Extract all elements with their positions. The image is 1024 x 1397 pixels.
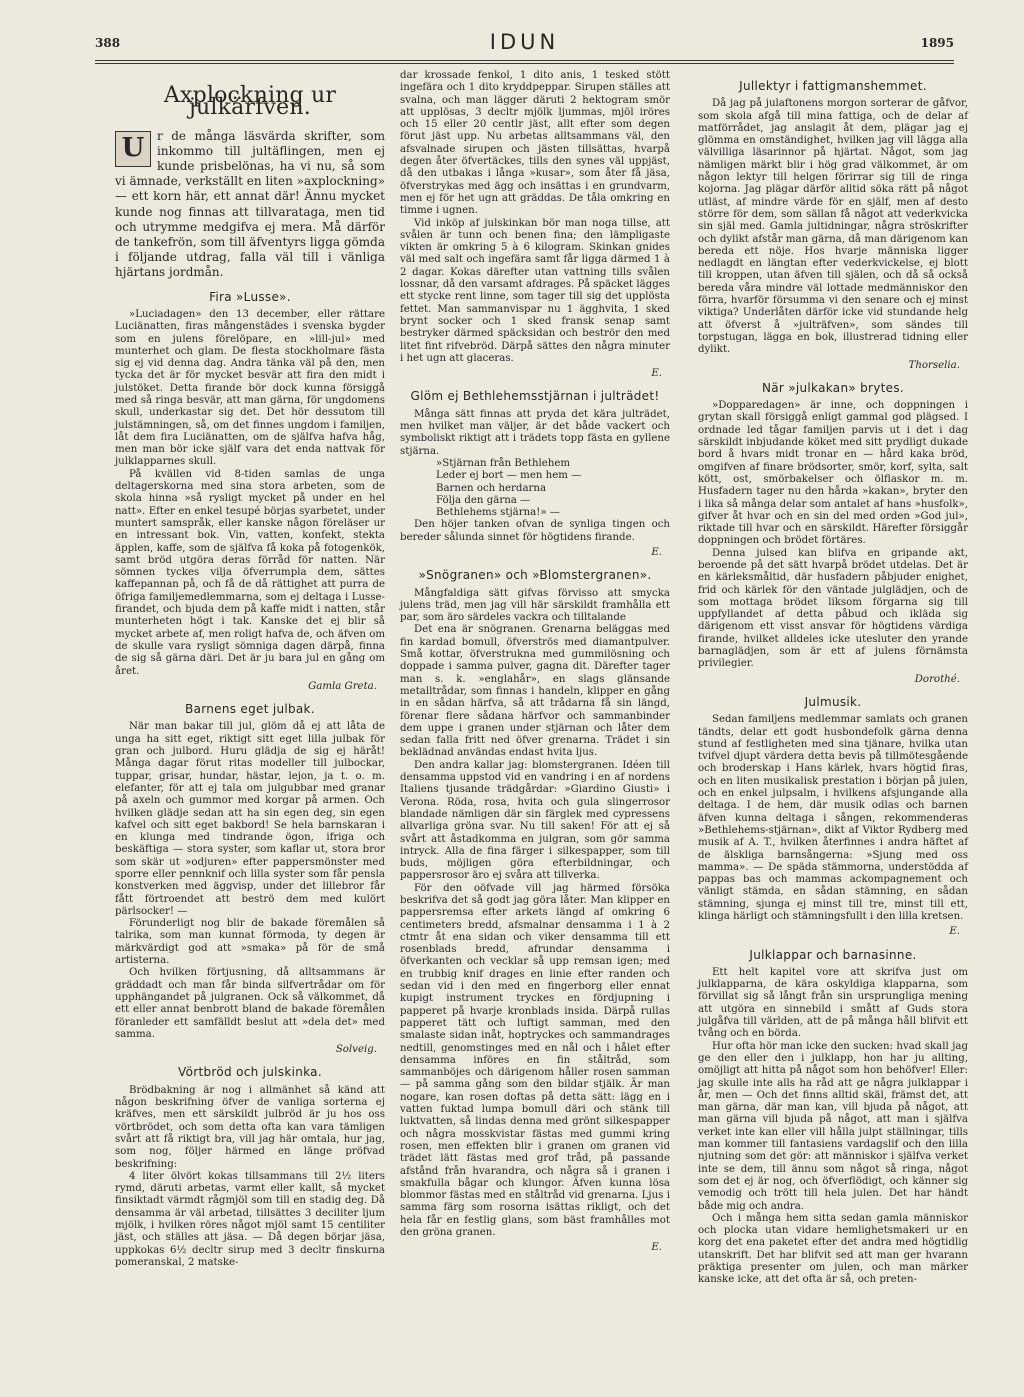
- signature: Solveig.: [335, 1044, 377, 1056]
- signature: E.: [651, 1242, 662, 1254]
- article-title: Axplockning ur julkärfven.: [163, 83, 337, 121]
- section-title-jullektyr: Jullektyr i fattigmanshemmet.: [739, 79, 927, 93]
- page-header: [95, 30, 954, 58]
- column-3: [698, 70, 968, 1287]
- article-intro: [115, 129, 385, 281]
- paragraph: Brödbakning är nog i allmänhet så känd att någon beskrifning öfver de vanliga sorterna ej kräfves, men ett särskildt julbröd är ju hos oss vörtbrödet, och som detta ofta kan vara tämligen svårt att få riktigt bra, vill jag här omtala, hur jag, som nog, följer härmed en länge pröfvad beskrifning:: [115, 1084, 385, 1170]
- verse-line: Leder ej bort — men hem —: [436, 470, 582, 482]
- paragraph: Ett helt kapitel vore att skrifva just om julklapparna, de kära oskyldiga klapparna, som förvillat sig så långt från sin ursprungliga mening att utgöra en sinnebild i smått af Guds stora julgåfva till världen, att de på många håll blifvit ett tvång och en börda.: [698, 966, 968, 1040]
- section-title-snogranen: »Snögranen» och »Blomstergranen».: [418, 568, 652, 583]
- paragraph: Och hvilken förtjusning, då alltsammans är gräddadt och man får binda silfvertrådar om för upphängandet på julgranen. Ock så välkommet, då ett eller annat benbrott bland de bakade föremålen föranleder ett samfälldt beslut att »dela det» med samma.: [115, 967, 385, 1040]
- section-title-julklappar: Julklappar och barnasinne.: [749, 947, 917, 962]
- paragraph: På kvällen vid 8-tiden samlas de unga deltagerskorna med sina stora arbeten, som de skola hinna »så rysligt mycket på under en hel natt». Efter en enkel tesupé börjas syarbetet, under muntert samspråk, eller kanske någon föreläser ur en intressant bok. Vin, vatten, konfekt, stekta äpplen, kaffe, som de själfva få koka på fotogenkök, samt bröd utgöra deras förråd för natten. När sömnen tyckes vilja öfverrumpla dem, sättes kaffepannan på, och få de då rättighet att purra de öfriga familjemedlemmarna, som ej deltaga i Lusse-firandet, och bjuda dem på kaffe midt i natten, står munterheten högt i tak. Kanske det ej blir så mycket arbete af, men roligt hafva de, och äfven om de skulle vara rysligt sömniga dagen därpå, finna de sig så gärna däri. Det är ju bara jul en gång om året.: [115, 468, 385, 677]
- paragraph: Och i många hem sitta sedan gamla människor och plocka utan vidare hemlighetsmakeri ur en korg det ena paketet efter det andra med högtidlig utanskrift. Det har blifvit sed att man ger hvarann präktiga presenter om julen, och man märker kanske icke, att det ofta är så, och preten-: [698, 1212, 968, 1286]
- paragraph: 4 liter ölvört kokas tillsammans till 2½ liters rymd, däruti arbetas, varmt eller kallt, så mycket finsiktadt värmdt rågmjöl som till en stadig deg. Då densamma är väl arbetad, tillsättes 3 deciliter ljum mjölk, i hvilken röres något mjöl samt 15 centiliter jäst, och ställes att jäsa. — Då degen börjar jäsa, uppkokas 6½ decltr sirup med 3 decltr finskurna pomeranskal, 2 matske-: [115, 1170, 385, 1268]
- page-year: 1895: [920, 36, 954, 50]
- paragraph: Förunderligt nog blir de bakade föremålen så talrika, som man kunnat förmoda, ty degen är märkvärdigt god att »smaka» på för de små artisterna.: [115, 918, 385, 967]
- section-title-julmusik: Julmusik.: [804, 694, 862, 709]
- paragraph: Den höjer tanken ofvan de synliga tingen och bereder sålunda sinnet för högtidens firande.: [400, 519, 670, 543]
- paragraph: När man bakar till jul, glöm då ej att låta de unga ha sitt eget, riktigt sitt eget lilla julbak för gran och julbord. Huru glädja de sig ej häråt! Många dagar förut ritas modeller till julbockar, tuppar, grisar, hundar, hästar, lejon, ja t. o. m. elefanter, för att ej tala om julgubbar med granar på axeln och gummor med korgar på armen. Och hvilken glädje sedan att ha sin egen deg, sin egen kafvel och sitt eget bakbord! Se hela barnskaran i en klunga med tindrande ögon, ifriga och beskäftiga — stora syster, som kaflar ut, stora bror som skär ut »odjuren» efter pappersmönster med sporre eller pennknif och lilla syster som får pensla konstverken med äggvisp, under det lillebror får fått förtroendet att beströ dem med kulört pärlsocker! —: [115, 721, 385, 917]
- signature: E.: [651, 546, 662, 558]
- verse-line: »Stjärnan från Bethlehem: [436, 457, 571, 469]
- paragraph: För den oöfvade vill jag härmed försöka beskrifva det så godt jag göra låter. Man klipper en pappersremsa efter arkets längd af omkring 6 centimeters bredd, afsmalnar densamma i 1 à 2 ctmtr åt ena sidan och viker densamma till ett rosenblads bredd, afrundar densamma i öfverkanten och vecklar så upp remsan igen; med en trubbig knif drages en linie efter randen och sedan vid i den med en fingerborg eller ennat kupigt instrument tryckes en fördjupning i papperet på hvarje kronblads insida. Därpå rullas papperet tätt och luftigt samman, med den smalaste sidan inåt, hoptryckes och sammandrages nedtill, genomstinges med en nål och i hålet efter densamma införes en fin ståltråd, som sammanböjes och därigenom håller rosen samman — på samma gång som den bildar stjälk. Är man nogare, kan rosen doftas på detta sätt: lägg en i vatten fuktad lumpa bomull däri och stänk till luktvatten, så lindas denna med grönt silkespapper och några mosskvistar fästas med gummi kring rosen, men effekten blir i granen om granen vid trädet lätt fästas med grof tråd, på passande afstånd från hvarandra, och några så i granen i smakfulla bågar och klungor. Äfven kunna lösa blommor fästas med en ståltråd vid grenarna. Ljus i samma färg som rosorna isättas rikligt, och det hela får en festlig glans, som bäst framhålles mot den gröna granen.: [400, 882, 670, 1239]
- verse-line: Följa den gärna —: [436, 494, 531, 506]
- drop-cap: U: [115, 131, 151, 167]
- signature: E.: [651, 368, 662, 380]
- signature: Dorothé.: [914, 673, 960, 685]
- section-title-vortbrod: Vörtbröd och julskinka.: [178, 1065, 322, 1080]
- section-title-fira-lusse: Fira »Lusse».: [209, 289, 291, 304]
- header-rule: [95, 60, 954, 64]
- paragraph: Det ena är snögranen. Grenarna beläggas med fin kardad bomull, öfverströs med diamantpulver. Små kottar, öfverstrukna med gummilösning och doppade i samma pulver, gagna dit. Därefter tager man s. k. »englahår», en slags glänsande metalltrådar, som finnas i handeln, klipper en gång in en sådan härfva, så att trådarna få sin längd, förenar flere sådana härfvor och sammanbinder dem uppe i granen under stjärnan och låter dem sedan falla fritt ned öfver grenarna. Trädet i sin beklädnad användas endast hvita ljus.: [400, 624, 670, 759]
- paragraph: Då jag på julaftonens morgon sorterar de gåfvor, som skola afgå till mina fattiga, och de delar af matförrådet, jag anslagit åt dem, plägar jag ej glömma en omständighet, hvilken jag vill lägga alla välvilliga läsarinnor på hjärtat. Något, som jag nämligen märkt blir i hög grad välkommet, är om någon lektyr till helgen förirrar sig till de ringa kojorna. Jag plägar därför alltid söka rätt på något utläst, af mindre värde för en själf, men af desto större för dem, som sällan få något att vederkvicka sin själ med. Gamla jultidningar, några ströskrifter och dylikt afstår man gärna, då man därigenom kan bereda ett nöje. Hos hvarje människa ligger nedlagdt en längtan efter vederkvickelse, ej blott till kroppen, utan äfven till själen, och då så också bereda våra mindre väl lottade medmänniskor den förra, hvarför försumma vi den senare och ej minst viktiga? Underlåten därför icke vid stundande helg att öfverst å »julträfven», som sändes till torpstugan, lägga en bok, illustrerad tidning eller dylikt.: [698, 98, 968, 356]
- signature: Gamla Greta.: [308, 680, 377, 692]
- signature: Thorselia.: [908, 359, 960, 371]
- intro-text: r de många läsvärda skrifter, som inkommo till jultäflingen, men ej kunde prisbelönas, ha vi nu, så som vi ämnade, verkställt en liten »axplockning» — ett korn här, ett annat där! Ännu mycket kunde nog finnas att tillvarataga, men tid och utrymme medgifva ej mera. Må därför de tankefrön, som till äfventyrs ligga gömda i följande utdrag, falla väl till i vänliga hjärtans jordmån.: [115, 128, 385, 280]
- paragraph: dar krossade fenkol, 1 dito anis, 1 tesked stött ingefära och 1 dito kryddpeppar. Sirupen ställes att svalna, och man lägger däruti 2 hektogram smör att upplösas, 3 decltr mjölk ljummas, mjöl iröres och 15 eller 20 centlr jäst, allt efter som degen förut jäst upp. Nu arbetas alltsammans väl, den afsvalnade sirupen och jästen tillsättas, hvarpå degen åter öfvertäckes, tills den synes väl uppjäst, då den utbakas i långa »kusar», som åter få jäsa, öfverstrykas med ägg och insättas i en grundvarm, men ej för het ugn att gräddas. De tåla omkring en timme i ugnen.: [400, 70, 670, 217]
- paragraph: Mångfaldiga sätt gifvas förvisso att smycka julens träd, men jag vill här särskildt framhålla ett par, som äro särdeles vackra och tilltalande: [400, 587, 670, 624]
- paragraph: »Luciadagen» den 13 december, eller rättare Luciänatten, firas mångenstädes i svenska bygder som en julens förelöpare, en »lill-jul» med munterhet och glam. De flesta stockholmare fästa sig ej vid denna dag. Andra tänka väl på den, men tycka det är för mycket besvär att fira den midt i julstöket. Detta firande bör dock kunna försiggå med så ringa besvär, att man gärna, för ungdomens skull, underkastar sig det. Det hör dessutom till julstämningen, så, om det finnes ungdom i familjen, låt dem fira Luciänatten, om de själfva hafva håg, men man bör icke själf vara det enda nattvak för julklapparnes skull.: [115, 308, 385, 468]
- paragraph: »Dopparedagen» är inne, och doppningen i grytan skall försiggå enligt gammal god plägsed. I ordnade led tågar familjen parvis ut i det i dag särskildt inbjudande köket med sitt prydligt dukade bord å hvars midt tronar en — hård kaka bröd, omgifven af finare brödsorter, smör, korf, sylta, salt kött, ost, smörbakelser och ölflaskor m. m. Husfadern tager nu den hårda »kakan», bryter den i lika så många delar som antalet af hans »husfolk», gifver åt hvar och en sin del med orden »God jul», riktade till hvar och en särskildt. Härefter försiggår doppningen och brödet förtäres.: [698, 400, 968, 547]
- paragraph: Hur ofta hör man icke den sucken: hvad skall jag ge den eller den i julklapp, hon har ju allting, omöjligt att hitta på något som hon behöfver! Eller: jag skulle inte alls ha råd att ge några julklappar i år, men — Och det finns alltid skäl, främst det, att man gärna, där man kan, vill bjuda på något, att man gärna vill bjuda på något, att man i själfva verket inte kan eller vill hålla julpt ställningar, tills man kommer till fantasiens vardagslif och den lilla njutning som det gör: att människor i själfva verket inte se dem, till ännu som något så ringa, något som det ej är nog, och öfverflödigt, och känner sig vemodig och trött till hela julen. Det har händt både mig och andra.: [698, 1040, 968, 1212]
- column-2: [400, 70, 670, 1258]
- signature: E.: [949, 926, 960, 938]
- paragraph: Den andra kallar jag: blomstergranen. Idéen till densamma uppstod vid en vandring i en af nordens Italiens tjusande trädgårdar: »Giardino Giusti» i Verona. Röda, rosa, hvita och gula slingerrosor blandade nämligen där sin färglek med cypressens allvarliga gröna svar. Nu till saken! För att ej så svårt att åstadkomma en julgran, som gör samma intryck. Alla de fina färger i silkespapper, som till buds, möjligen göra efterbildningar, och pappersrosor äro ej svåra att tillverka.: [400, 759, 670, 882]
- column-1: [115, 70, 385, 1269]
- paragraph: Denna julsed kan blifva en gripande akt, beroende på det sätt hvarpå brödet utdelas. Det är en kärleksmåltid, där husfadern påbjuder enighet, frid och kärlek för den väntade julglädjen, och de som mottaga brödet liksom förgarna sig till uppfyllandet af detta påbud och ikläda sig därigenom ett visst ansvar för högtidens värdiga firande, hvilket alldeles icke utesluter den yrande barnaglädjen, som är ett af julens förnämsta privilegier.: [698, 547, 968, 670]
- page-number: 388: [95, 36, 121, 50]
- section-title-bethlehemsstjarnan: Glöm ej Bethlehemsstjärnan i julträdet!: [410, 389, 660, 404]
- verse-line: Bethlehems stjärna!» —: [436, 507, 560, 519]
- paragraph: Sedan familjens medlemmar samlats och granen tändts, delar ett godt husbondefolk gärna denna stund af festligheten med sina tjänare, hvilka utan tvifvel djupt värdera detta bevis på tillmötesgående och broderskap i Hans kärlek, hvars högtid firas, och en liten musikalisk prestation i början på julen, och en enkel julpsalm, i hvilkens afsjungande alla deltaga. I de hem, där musik odlas och barnen äfven kunna deltaga i sången, rekommenderas »Bethlehems-stjärnan», dikt af Viktor Rydberg med musik af A. T., hvilken återfinnes i andra häftet af de älskliga barnsångerna: »Sjung med oss mamma». — De späda stämmorna, understödda af pappas bas och mammas ackompagnement och vänligt stämda, en sådan stämning, en sådan stämning, sjunga ej minst till tre, minst till ett, klinga härligt och stämningsfullt i den lilla kretsen.: [698, 714, 968, 922]
- section-title-barnens-julbak: Barnens eget julbak.: [185, 702, 315, 717]
- paragraph: Många sätt finnas att pryda det kära julträdet, men hvilket man väljer, är det både vackert och symboliskt riktigt att i trädets topp fästa en gyllene stjärna.: [400, 408, 670, 457]
- masthead-title: IDUN: [489, 30, 560, 54]
- section-title-julkakan: När »julkakan» brytes.: [761, 380, 905, 395]
- verse-line: Barnen och herdarna: [436, 482, 547, 494]
- paragraph: Vid inköp af julskinkan bör man noga tillse, att svålen är tunn och benen fina; den lämpligaste vikten är omkring 5 à 6 kilogram. Skinkan gnides väl med salt och ingefära samt får ligga därmed 1 à 2 dagar. Kokas därefter utan vattning tills svålen lossnar, då den varsamt afdrages. På späcket lägges ett stycke rent linne, som tager till sig det upplösta fettet. Man sammanvispar nu 1 ägghvita, 1 sked brynt socker och 1 sked fransk senap samt bestryker därmed späcksidan och beströr den med litet fint rifvebröd. Därpå sättes den några minuter i het ugn att glaceras.: [400, 217, 670, 364]
